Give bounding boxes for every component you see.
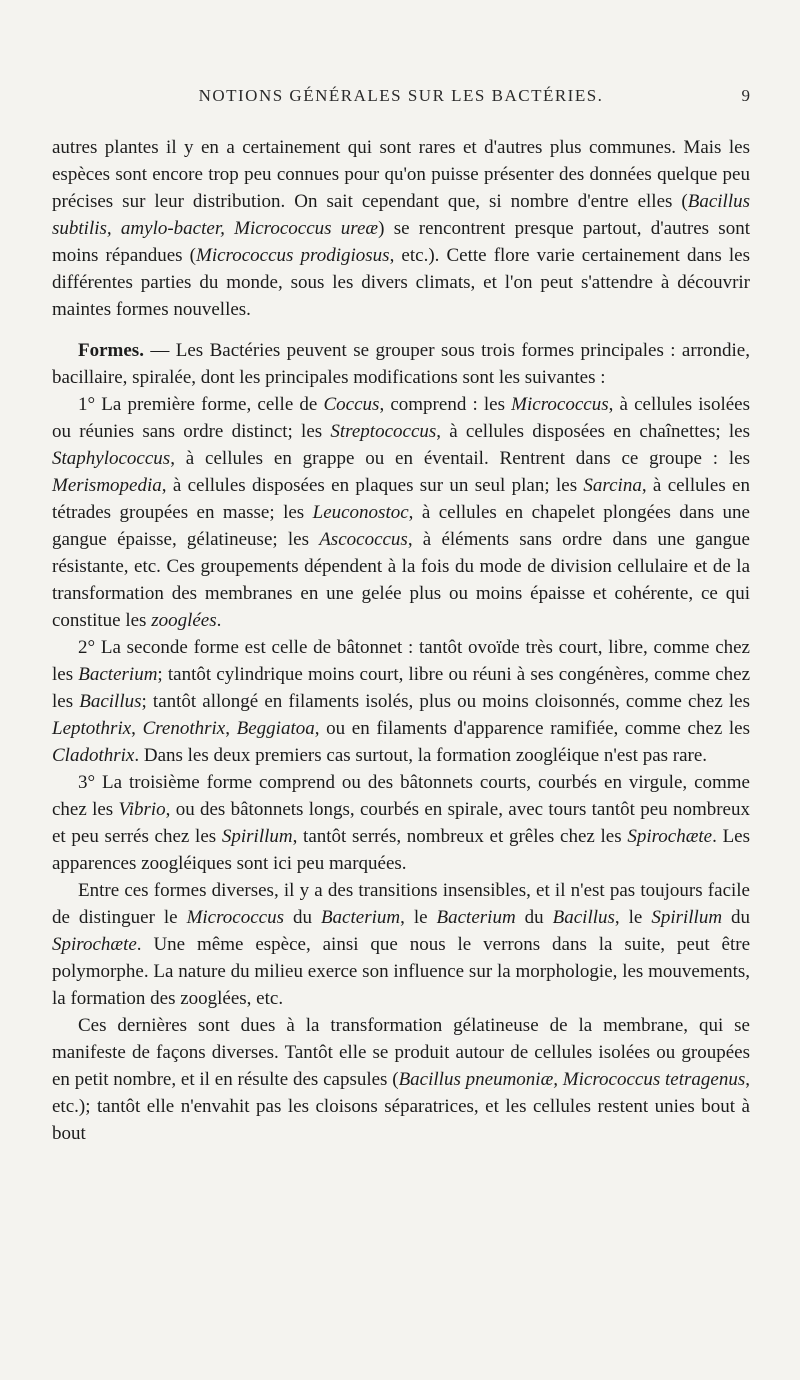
paragraph-formes	[52, 337, 750, 391]
text-run: . Une même espèce, ainsi que nous le verrons dans la suite, peut être polymorphe. La nature du milieu exerce son influence sur la morphologie, les mouvements, la formation des zooglées, etc.	[52, 934, 750, 1009]
genus-name: Cladothrix	[52, 745, 135, 766]
paragraph-transitions	[52, 877, 750, 1012]
text-run: . Les apparences zoogléiques sont ici peu marquées.	[52, 826, 751, 874]
text-run: ,	[225, 718, 237, 739]
species-name: Micrococcus prodigiosus	[196, 245, 390, 266]
genus-name: Ascococcus	[319, 529, 408, 550]
genus-name: Coccus	[323, 394, 380, 415]
genus-name: Vibrio	[118, 799, 166, 820]
text-run: .	[216, 610, 222, 631]
paragraph-first-form	[52, 391, 750, 634]
text-run: Ces dernières sont dues à la transformation gélatineuse de la membrane, qui se manifeste de façons diverses. Tantôt elle se produit autour de cellules isolées ou groupées en petit nombre, et il en résulte des capsules (	[52, 1015, 750, 1090]
species-name: Bacillus pneumoniæ, Micrococcus tetragenus	[398, 1069, 746, 1090]
paragraph-third-form	[52, 769, 750, 877]
text-run: , comprend : les	[379, 394, 512, 415]
running-title: NOTIONS GÉNÉRALES SUR LES BACTÉRIES.	[198, 86, 604, 105]
genus-name: Micrococcus	[511, 394, 609, 415]
species-name: Bacillus subtilis, amylo-bacter, Micrococcus ureæ	[52, 191, 750, 239]
text-run: 1° La première forme, celle de	[78, 394, 324, 415]
paragraph-second-form	[52, 634, 750, 769]
paragraph-distribution	[52, 134, 750, 323]
genus-name: Merismopedia	[52, 475, 162, 496]
text-run: , à cellules en tétrades groupées en masse; les	[52, 475, 750, 523]
text-run: — Les Bactéries peuvent se grouper sous trois formes principales : arrondie, bacillaire, spiralée, dont les principales modifications sont les suivantes :	[52, 340, 750, 388]
genus-name: Staphylococcus	[52, 448, 171, 469]
text-run: . Dans les deux premiers cas surtout, la formation zoogléique n'est pas rare.	[134, 745, 708, 766]
genus-name: Beggiatoa	[236, 718, 315, 739]
genus-name: Leuconostoc	[312, 502, 409, 523]
text-run: ; tantôt cylindrique moins court, libre ou réuni à ses congénères, comme chez les	[52, 664, 750, 712]
section-heading-formes: Formes.	[78, 340, 144, 361]
text-run: ) se rencontrent presque partout, d'autres sont moins répandues (	[52, 218, 750, 266]
paragraph-membrane	[52, 1012, 750, 1147]
text-run: , à cellules disposées en plaques sur un seul plan; les	[161, 475, 584, 496]
genus-name: Bacterium	[78, 664, 158, 685]
text-run: , tantôt serrés, nombreux et grêles chez les	[292, 826, 628, 847]
genus-name: Spirillum	[221, 826, 293, 847]
genus-name: Bacterium	[436, 907, 516, 928]
running-head	[52, 0, 750, 134]
text-run: , à cellules disposées en chaînettes; les	[436, 421, 750, 442]
text-run: 3° La troisième forme comprend ou des bâtonnets courts, courbés en virgule, comme chez les	[52, 772, 750, 820]
text-run: 2° La seconde forme est celle de bâtonnet : tantôt ovoïde très court, libre, comme chez les	[52, 637, 750, 685]
text-run: ,	[131, 718, 143, 739]
text-run: du	[515, 907, 553, 928]
genus-name: Bacterium	[320, 907, 401, 928]
text-run: ; tantôt allongé en filaments isolés, plus ou moins cloisonnés, comme chez les	[141, 691, 750, 712]
genus-name: Spirochæte	[52, 934, 137, 955]
genus-name: Leptothrix	[52, 718, 132, 739]
text-run: , etc.). Cette flore varie certainement dans les différentes parties du monde, sous les divers climats, et l'on peut s'attendre à découvrir maintes formes nouvelles.	[52, 245, 750, 320]
genus-name: Sarcina	[583, 475, 642, 496]
genus-name: Bacillus	[79, 691, 142, 712]
page-number: 9	[741, 86, 750, 105]
text-run: , le	[400, 907, 437, 928]
text-run: , le	[614, 907, 652, 928]
genus-name: Spirillum	[651, 907, 723, 928]
text-run: , à cellules isolées ou réunies sans ordre distinct; les	[52, 394, 750, 442]
body-text	[52, 134, 750, 1147]
text-run: , ou des bâtonnets longs, courbés en spirale, avec tours tantôt peu nombreux et peu serrés chez les	[52, 799, 750, 847]
text-run: , à cellules en grappe ou en éventail. Rentrent dans ce groupe : les	[170, 448, 750, 469]
genus-name: Crenothrix	[142, 718, 226, 739]
term-zooglees: zooglées	[151, 610, 217, 631]
text-run: , à éléments sans ordre dans une gangue résistante, etc. Ces groupements dépendent à la fois du mode de division cellulaire et de la transformation des membranes en une gelée plus ou moins épaisse et cohérente, ce qui constitue les	[52, 529, 750, 631]
genus-name: Bacillus	[552, 907, 615, 928]
genus-name: Spirochæte	[627, 826, 713, 847]
text-run: autres plantes il y en a certainement qui sont rares et d'autres plus communes. Mais les espèces sont encore trop peu connues pour qu'on puisse présenter des données quelque peu précises sur leur distribution. On sait cependant que, si nombre d'entre elles (	[52, 137, 750, 212]
text-run: , etc.); tantôt elle n'envahit pas les cloisons séparatrices, et les cellules restent unies bout à bout	[52, 1069, 750, 1144]
genus-name: Micrococcus	[186, 907, 284, 928]
text-run: , ou en filaments d'apparence ramifiée, comme chez les	[314, 718, 751, 739]
text-run: , à cellules en chapelet plongées dans une gangue épaisse, gélatineuse; les	[52, 502, 750, 550]
text-run: du	[722, 907, 751, 928]
genus-name: Streptococcus	[330, 421, 437, 442]
text-run: Entre ces formes diverses, il y a des transitions insensibles, et il n'est pas toujours facile de distinguer le	[52, 880, 750, 928]
text-run: du	[283, 907, 321, 928]
